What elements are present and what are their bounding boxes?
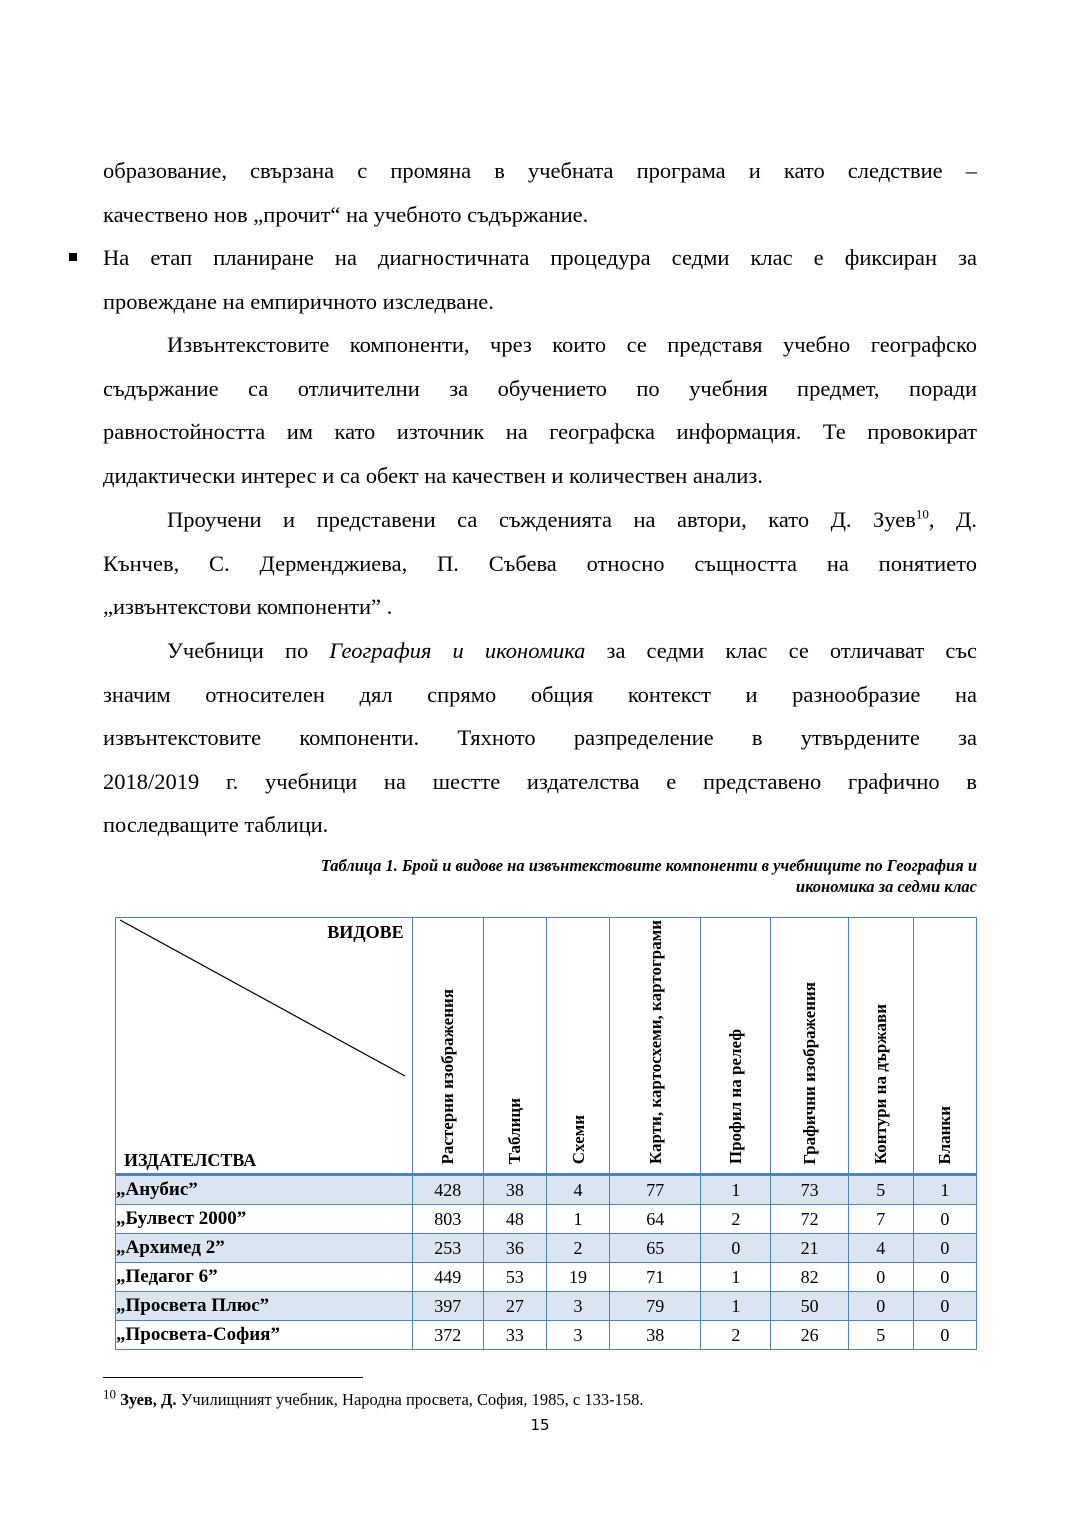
table-row [116, 1321, 977, 1350]
footnote-reference: 10 [915, 506, 929, 522]
column-header-label: Растерни изображения [438, 988, 458, 1165]
table-caption [103, 855, 977, 897]
text-line: извънтекстовите компоненти. Тяхното разпределение в утвърдените за [103, 725, 977, 750]
table-row [116, 1205, 977, 1234]
value-cell: 0 [913, 1205, 976, 1234]
text-line: последващите таблици. [103, 812, 329, 837]
text-line: качествено нов „прочит“ на учебното съдържание. [103, 201, 589, 227]
text-line [103, 629, 977, 673]
value-cell: 2 [701, 1321, 771, 1350]
value-cell: 3 [546, 1321, 609, 1350]
value-cell: 4 [546, 1175, 609, 1205]
corner-bottom-label: ИЗДАТЕЛСТВА [124, 1150, 257, 1171]
value-cell: 1 [701, 1263, 771, 1292]
column-header [483, 918, 546, 1175]
value-cell: 82 [771, 1263, 848, 1292]
column-header [610, 918, 701, 1175]
text-fragment: , Д. [928, 507, 977, 532]
value-cell: 71 [610, 1263, 701, 1292]
value-cell: 33 [483, 1321, 546, 1350]
column-header [412, 918, 483, 1175]
paragraph-authors [103, 498, 977, 629]
publisher-cell: „Архимед 2” [116, 1234, 413, 1263]
column-header [913, 918, 976, 1175]
value-cell: 253 [412, 1234, 483, 1263]
footnote [103, 1386, 644, 1411]
value-cell: 372 [412, 1321, 483, 1350]
value-cell: 1 [701, 1292, 771, 1321]
value-cell: 26 [771, 1321, 848, 1350]
value-cell: 27 [483, 1292, 546, 1321]
table-row [116, 1175, 977, 1205]
value-cell: 428 [412, 1175, 483, 1205]
bullet-marker [69, 253, 77, 261]
column-header [848, 918, 913, 1175]
value-cell: 3 [546, 1292, 609, 1321]
column-header [701, 918, 771, 1175]
text-line: значим относителен дял спрямо общия контекст и разнообразие на [103, 681, 977, 707]
column-header-label: Графични изображения [800, 981, 820, 1165]
value-cell: 2 [701, 1205, 771, 1234]
value-cell: 19 [546, 1263, 609, 1292]
publisher-cell: „Просвета Плюс” [116, 1292, 413, 1321]
value-cell: 65 [610, 1234, 701, 1263]
paragraph-continuation [103, 149, 977, 236]
text-line: На етап планиране на диагностичната процедура седми клас е фиксиран за [103, 245, 977, 270]
value-cell: 0 [913, 1321, 976, 1350]
value-cell: 50 [771, 1292, 848, 1321]
column-header-label: Профил на релеф [726, 1029, 746, 1165]
value-cell: 36 [483, 1234, 546, 1263]
value-cell: 7 [848, 1205, 913, 1234]
table-row [116, 1234, 977, 1263]
value-cell: 0 [701, 1234, 771, 1263]
paragraph-textbooks [103, 629, 977, 847]
table-corner-cell [116, 918, 413, 1175]
text-line: равностойността им като източник на географска информация. Те провокират [103, 419, 977, 444]
value-cell: 2 [546, 1234, 609, 1263]
text-fragment: за седми клас се отличават със [585, 638, 978, 663]
text-fragment-italic: География и икономика [329, 638, 586, 663]
text-line: Кънчев, С. Дерменджиева, П. Събева относно същността на понятието [103, 550, 977, 576]
footnote-separator [103, 1377, 363, 1378]
value-cell: 1 [546, 1205, 609, 1234]
publisher-cell: „Булвест 2000” [116, 1205, 413, 1234]
value-cell: 73 [771, 1175, 848, 1205]
text-line: провеждане на емпиричното изследване. [103, 288, 494, 314]
table-row [116, 1292, 977, 1321]
value-cell: 21 [771, 1234, 848, 1263]
value-cell: 38 [483, 1175, 546, 1205]
paragraph-components [103, 323, 977, 497]
value-cell: 397 [412, 1292, 483, 1321]
value-cell: 0 [848, 1292, 913, 1321]
value-cell: 53 [483, 1263, 546, 1292]
value-cell: 77 [610, 1175, 701, 1205]
value-cell: 72 [771, 1205, 848, 1234]
value-cell: 0 [913, 1263, 976, 1292]
table-header-row [116, 918, 977, 1175]
text-line: 2018/2019 г. учебници на шестте издателства е представено графично в [103, 768, 977, 794]
column-header-label: Контури на държави [871, 1003, 891, 1165]
components-table [115, 917, 977, 1350]
text-line: Извънтекстовите компоненти, чрез които се представя учебно географско [167, 332, 977, 357]
value-cell: 803 [412, 1205, 483, 1234]
column-header-label: Бланки [935, 1105, 955, 1165]
value-cell: 1 [913, 1175, 976, 1205]
value-cell: 0 [913, 1234, 976, 1263]
footnote-text: Училищният учебник, Народна просвета, София, 1985, с 133-158. [176, 1390, 644, 1409]
corner-top-label: ВИДОВЕ [327, 922, 404, 942]
column-header-label: Карти, картосхеми, картограми [645, 920, 665, 1165]
value-cell: 449 [412, 1263, 483, 1292]
value-cell: 5 [848, 1175, 913, 1205]
value-cell: 4 [848, 1234, 913, 1263]
text-line [103, 498, 977, 542]
value-cell: 79 [610, 1292, 701, 1321]
text-fragment: Учебници по [167, 638, 330, 663]
page-number: 15 [530, 1416, 550, 1434]
caption-line: Таблица 1. Брой и видове на извънтекстовите компоненти в учебниците по География и [320, 856, 977, 875]
footnote-number: 10 [103, 1386, 116, 1402]
bullet-paragraph [103, 236, 977, 323]
text-line: образование, свързана с промяна в учебната програма и като следствие – [103, 158, 977, 183]
text-fragment: Проучени и представени са съжденията на автори, като Д. Зуев [167, 507, 916, 532]
value-cell: 0 [913, 1292, 976, 1321]
column-header [546, 918, 609, 1175]
column-header-label: Схеми [568, 1114, 588, 1165]
value-cell: 0 [848, 1263, 913, 1292]
text-line: съдържание са отличителни за обучението по учебния предмет, поради [103, 375, 977, 401]
table-row [116, 1263, 977, 1292]
value-cell: 1 [701, 1175, 771, 1205]
footnote-author: Зуев, Д. [120, 1390, 177, 1409]
text-line: „извънтекстови компоненти” . [103, 594, 393, 619]
value-cell: 64 [610, 1205, 701, 1234]
caption-line: икономика за седми клас [795, 877, 977, 896]
column-header-label: Таблици [505, 1097, 525, 1165]
value-cell: 38 [610, 1321, 701, 1350]
value-cell: 5 [848, 1321, 913, 1350]
publisher-cell: „Просвета-София” [116, 1321, 413, 1350]
column-header [771, 918, 848, 1175]
text-line: дидактически интерес и са обект на качествен и количествен анализ. [103, 462, 763, 488]
publisher-cell: „Педагог 6” [116, 1263, 413, 1292]
publisher-cell: „Анубис” [116, 1175, 413, 1205]
value-cell: 48 [483, 1205, 546, 1234]
